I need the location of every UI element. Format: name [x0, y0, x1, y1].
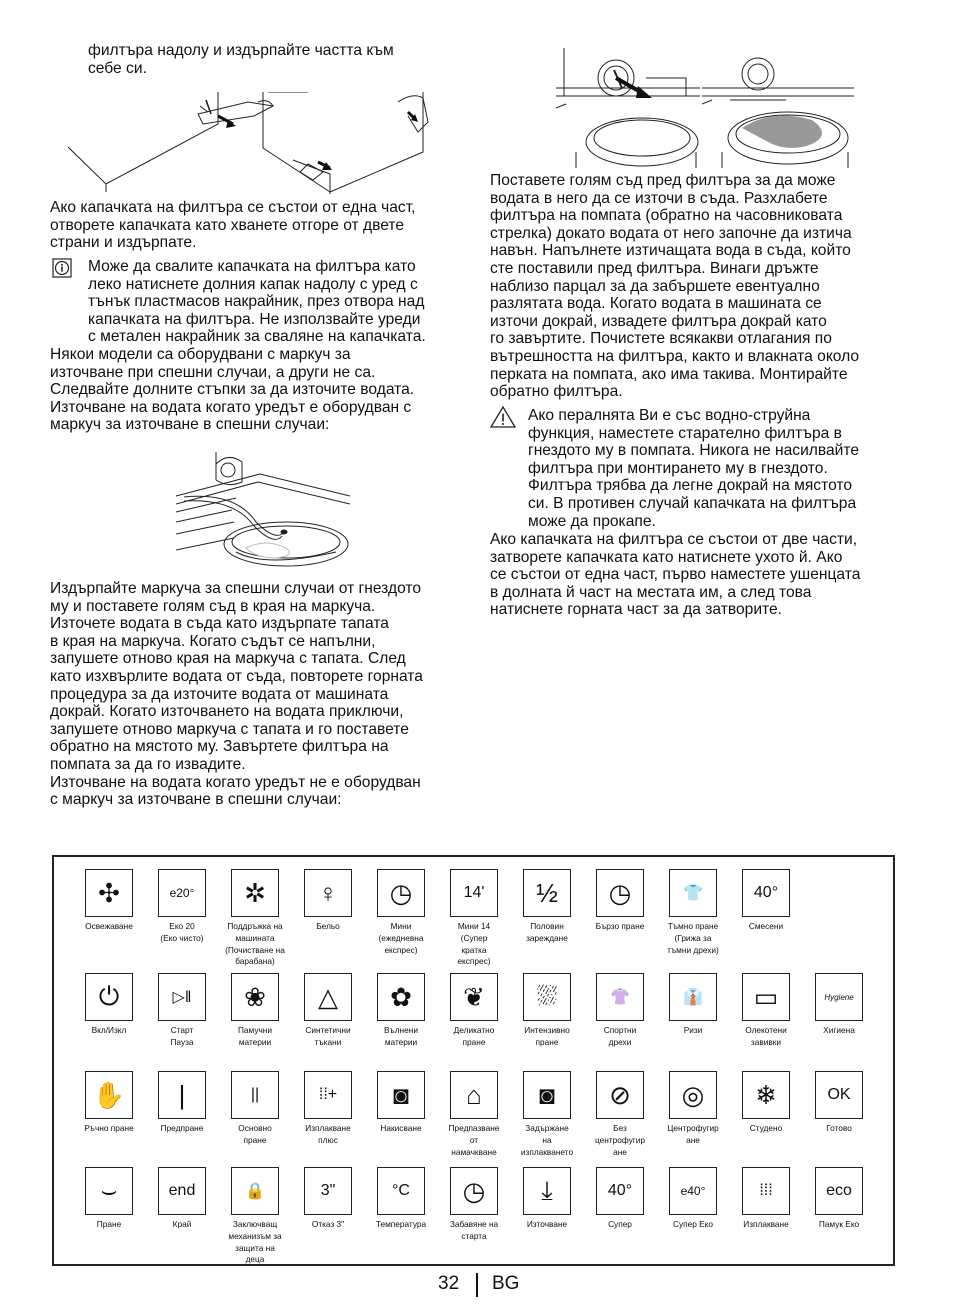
symbol-sport: [583, 973, 657, 1049]
symbol-glyph: ⊘: [609, 1079, 631, 1110]
symbol-label: Хигиена: [823, 1025, 855, 1035]
lingerie-icon: [304, 869, 352, 917]
symbol-label: Поддръжка на машината (Почистване на барабана): [225, 921, 285, 967]
symbol-label: Смесени: [748, 921, 784, 931]
handwash-icon: [85, 1071, 133, 1119]
symbol-countdown3: [291, 1167, 365, 1231]
symbol-child-lock: [218, 1167, 292, 1266]
end-icon: [158, 1167, 206, 1215]
symbol-mini14: [437, 869, 511, 968]
rinse-icon: [742, 1167, 790, 1215]
symbol-iron: [437, 1071, 511, 1158]
symbol-glyph: △: [318, 981, 338, 1012]
symbol-label: Температура: [375, 1219, 427, 1229]
symbol-dark-shirt: [656, 869, 730, 956]
filter-pump-illustration-1: [556, 48, 700, 168]
footer-divider: [476, 1273, 478, 1297]
symbol-glyph: Hygiene: [824, 992, 854, 1002]
eco20-icon: [158, 869, 206, 917]
symbol-delicate-feather: [437, 973, 511, 1049]
soak-icon: [377, 1071, 425, 1119]
symbol-glyph: ✲: [244, 877, 266, 908]
ok-icon: [815, 1071, 863, 1119]
symbol-glyph: ✣: [98, 877, 120, 908]
symbol-glyph: ||: [250, 1086, 260, 1103]
symbol-eco20: [145, 869, 219, 945]
symbol-glyph: ⛆: [536, 981, 558, 1011]
main-wash-icon: [231, 1071, 279, 1119]
mini14-icon: [450, 869, 498, 917]
symbol-label: Ризи: [683, 1025, 703, 1035]
symbol-intensive: [510, 973, 584, 1049]
symbol-shirt: [656, 973, 730, 1037]
cold-icon: [742, 1071, 790, 1119]
language-code: BG: [492, 1273, 520, 1294]
symbol-glyph: ⁞⁞⁞: [759, 1182, 773, 1199]
no-spin-icon: [596, 1071, 644, 1119]
synthetic-icon: [304, 973, 352, 1021]
sport-icon: [596, 973, 644, 1021]
left-paragraph-one-piece-cover: Ако капачката на филтъра се състои от една част, отворете капачката като хванете отгоре от двете страни и издърпате.: [50, 199, 416, 252]
program-symbols-legend: [52, 855, 895, 1266]
symbol-label: Предпазване от намачкване: [448, 1123, 500, 1157]
symbol-glyph: 40°: [753, 884, 779, 901]
symbol-label: Изплакване плюс: [305, 1123, 351, 1145]
start-pause-icon: [158, 973, 206, 1021]
iron-icon: [450, 1071, 498, 1119]
symbol-prewash: [145, 1071, 219, 1135]
symbol-glyph: ◷: [608, 877, 632, 908]
symbol-mini-clock: [364, 869, 438, 956]
symbol-label: Олекотени завивки: [745, 1025, 787, 1047]
symbol-glyph: 3": [320, 1182, 336, 1199]
symbol-quick-wash: [583, 869, 657, 933]
symbol-duvet: [729, 973, 803, 1049]
symbol-label: Интензивно пране: [524, 1025, 570, 1047]
symbol-label: Край: [172, 1219, 192, 1229]
info-note: Може да свалите капачката на филтъра като леко натиснете долния капак надолу с уред с тънък пластмасов накрайник, през отвора над капачката на филтъра. Не използвайте уреди с метален накрайник за сваляне на капачката.: [88, 258, 426, 346]
half-load-icon: [523, 869, 571, 917]
wool-icon: [377, 973, 425, 1021]
symbol-label: Основно пране: [238, 1123, 272, 1145]
intensive-icon: [523, 973, 571, 1021]
symbol-glyph: ▭: [753, 981, 779, 1012]
symbol-handwash: [72, 1071, 146, 1135]
symbol-glyph: ⌣: [100, 1175, 118, 1205]
symbol-label: Отказ 3": [311, 1219, 345, 1229]
symbol-label: Старт Пауза: [170, 1025, 194, 1047]
symbol-label: Еко 20 (Еко чисто): [160, 921, 204, 943]
symbol-drain: [510, 1167, 584, 1231]
cotton-eco-icon: [815, 1167, 863, 1215]
symbol-label: Центрофугир ане: [667, 1123, 719, 1145]
symbol-label: Без центрофугир ане: [594, 1123, 646, 1157]
symbol-ok: [802, 1071, 876, 1135]
symbol-super: [583, 1167, 657, 1231]
super-icon: [596, 1167, 644, 1215]
symbol-label: Ръчно пране: [84, 1123, 134, 1133]
warning-note: Ако пералнята Ви е със водно-струйна функция, наместете старателно филтъра в гнездото му в помпата. Никога не насилвайте филтъра при монтирането му в гнездото. Филтъра трябва да легне докрай на мястото си. В противен случай капачката на филтъра може да прокапе.: [528, 407, 860, 530]
symbol-drum-clean: [218, 869, 292, 968]
symbol-label: Задържане на изплакването: [520, 1123, 574, 1157]
symbol-no-spin: [583, 1071, 657, 1158]
symbol-label: Забавяне на старта: [449, 1219, 499, 1241]
symbol-spin: [656, 1071, 730, 1147]
symbol-start-pause: [145, 973, 219, 1049]
info-icon: [52, 258, 72, 278]
symbol-half-load: [510, 869, 584, 945]
symbol-glyph: ◷: [389, 877, 413, 908]
symbol-synthetic: [291, 973, 365, 1049]
symbol-label: Изплакване: [743, 1219, 789, 1229]
symbol-label: Предпране: [160, 1123, 204, 1133]
symbol-label: Накисване: [380, 1123, 422, 1133]
symbol-glyph: ❦: [463, 981, 485, 1012]
symbol-glyph: end: [168, 1182, 196, 1199]
symbol-label: Супер Еко: [672, 1219, 714, 1229]
symbol-rinse-plus: [291, 1071, 365, 1147]
symbol-glyph: ◷: [462, 1175, 486, 1206]
page-number: 32: [438, 1273, 460, 1294]
symbol-label: Вкл/Изкл: [91, 1025, 127, 1035]
symbol-glyph: 👕: [683, 885, 703, 902]
symbol-glyph: ✋: [92, 1079, 126, 1110]
symbol-hygiene: [802, 973, 876, 1037]
filter-pump-illustration-2: [702, 48, 854, 168]
symbol-glyph: ♀: [318, 877, 338, 908]
page-footer: [0, 1273, 954, 1299]
symbol-label: Мини 14 (Супер кратка експрес): [457, 921, 491, 967]
symbol-glyph: e20°: [169, 886, 195, 900]
symbol-glyph: e40°: [680, 1184, 706, 1198]
prewash-icon: [158, 1071, 206, 1119]
symbol-fan: [72, 869, 146, 933]
symbol-glyph: ⌂: [466, 1079, 482, 1110]
spin-icon: [669, 1071, 717, 1119]
countdown3-icon: [304, 1167, 352, 1215]
symbol-cotton: [218, 973, 292, 1049]
symbol-main-wash: [218, 1071, 292, 1147]
symbol-mixed-40: [729, 869, 803, 933]
symbol-label: Заключващ механизъм за защита на деца: [228, 1219, 282, 1265]
power-icon: [85, 973, 133, 1021]
symbol-label: Освежаване: [85, 921, 133, 931]
wash-icon: [85, 1167, 133, 1215]
symbol-wool: [364, 973, 438, 1049]
symbol-label: Бельо: [316, 921, 340, 931]
symbol-glyph: ½: [536, 877, 558, 908]
symbol-glyph: ▷‖: [172, 989, 192, 1006]
symbol-cold: [729, 1071, 803, 1135]
symbol-glyph: ❄: [755, 1079, 777, 1110]
symbol-glyph: 👔: [683, 989, 703, 1006]
symbol-glyph: ⤓: [541, 1175, 553, 1205]
mixed-40-icon: [742, 869, 790, 917]
duvet-icon: [742, 973, 790, 1021]
symbol-delay-start: [437, 1167, 511, 1243]
right-paragraph-drain-filter: Поставете голям съд пред филтъра за да може водата в него да се източи в съда. Разхлабете филтъра на помпата (обратно на часовниковата стрелка) докато водата от него започне да изтича навън. Напълнете изтичащата вода в съда, който сте поставили пред филтъра. Винаги дръжте наблизо парцал за да забършете евентуално разлятата вода. Когато водата в машината се източи докрай, извадете филтъра докрай като го завъртите. Почистете всякакви отлагания по вътрешността на филтъра, както и влакната около перката на помпата, ако има такива. Монтирайте обратно филтъра.: [490, 172, 860, 401]
child-lock-icon: [231, 1167, 279, 1215]
hygiene-icon: [815, 973, 863, 1021]
symbol-label: Източване: [526, 1219, 568, 1229]
symbol-super-eco: [656, 1167, 730, 1231]
symbol-glyph: 14': [463, 884, 485, 901]
symbol-label: Вълнени материи: [384, 1025, 418, 1047]
symbol-glyph: ✿: [390, 981, 412, 1012]
left-text-top: филтъра надолу и издърпайте частта към себе си.: [88, 42, 394, 77]
symbol-temperature: [364, 1167, 438, 1231]
symbol-power: [72, 973, 146, 1037]
delicate-feather-icon: [450, 973, 498, 1021]
symbol-wash: [72, 1167, 146, 1231]
super-eco-icon: [669, 1167, 717, 1215]
symbol-rinse: [729, 1167, 803, 1231]
symbol-end: [145, 1167, 219, 1231]
fan-icon: [85, 869, 133, 917]
symbol-glyph: 👚: [610, 989, 630, 1006]
left-paragraph-drain-hose-steps: Издърпайте маркуча за спешни случаи от гнездото му и поставете голям съд в края на маркуча. Източете водата в съда като издърпате тапата в края на маркуча. Когато съдът се напълни, запушете отново края на маркуча с тапата. След като изхвърлите водата от съда, повторете горната процедура за да източите водата от машината докрай. Когато източването на водата приключи, запушете отново маркуча с тапата и го поставете обратно на мястото му. Завъртете филтъра на помпата за да го извадите. Източване на водата когато уредът не е оборудван с маркуч за източване в спешни случаи:: [50, 580, 423, 809]
quick-wash-icon: [596, 869, 644, 917]
cotton-icon: [231, 973, 279, 1021]
symbol-label: Половин зареждане: [526, 921, 568, 943]
symbol-label: Синтетични тъкани: [305, 1025, 351, 1047]
symbol-label: Спортни дрехи: [603, 1025, 637, 1047]
symbol-label: Мини (ежедневна експрес): [378, 921, 424, 955]
symbol-label: Памук Еко: [818, 1219, 860, 1229]
drum-clean-icon: [231, 869, 279, 917]
symbol-label: Супер: [608, 1219, 632, 1229]
symbol-label: Памучни материи: [237, 1025, 273, 1047]
symbol-glyph: °C: [392, 1182, 410, 1199]
symbol-glyph: ◙: [539, 1079, 555, 1110]
right-paragraph-close-cover: Ако капачката на филтъра се състои от две части, затворете капачката като натиснете ухото й. Ако се състои от една част, първо наместете ушенцата в долната й част на местата им, а след това натиснете горната част за да затворите.: [490, 531, 861, 619]
symbol-glyph: eco: [826, 1182, 852, 1199]
symbol-label: Готово: [826, 1123, 852, 1133]
symbol-glyph: ⁞⁞+: [318, 1086, 338, 1103]
symbol-glyph: ◙: [393, 1079, 409, 1110]
symbol-glyph: ⏻: [98, 981, 120, 1011]
symbol-cotton-eco: [802, 1167, 876, 1231]
symbol-glyph: 40°: [607, 1182, 633, 1199]
symbol-label: Тъмно пране (Грижа за тъмни дрехи): [667, 921, 719, 955]
emergency-hose-illustration: [176, 452, 350, 570]
rinse-hold-icon: [523, 1071, 571, 1119]
symbol-glyph: ◎: [681, 1079, 705, 1110]
left-paragraph-emergency-hose: Някои модели са оборудвани с маркуч за източване при спешни случаи, а други не са. Следвайте долните стъпки за да източите водата. Източване на водата когато уредът е оборудван с маркуч за източване в спешни случаи:: [50, 346, 415, 434]
dark-shirt-icon: [669, 869, 717, 917]
drain-icon: [523, 1167, 571, 1215]
symbol-glyph: 🔒: [245, 1183, 265, 1200]
symbol-lingerie: [291, 869, 365, 933]
symbol-label: Бързо пране: [595, 921, 645, 931]
symbol-soak: [364, 1071, 438, 1135]
mini-clock-icon: [377, 869, 425, 917]
rinse-plus-icon: [304, 1071, 352, 1119]
symbol-label: Пране: [96, 1219, 122, 1229]
temperature-icon: [377, 1167, 425, 1215]
filter-cover-illustration: [68, 92, 438, 194]
symbol-glyph: OK: [827, 1086, 851, 1103]
delay-start-icon: [450, 1167, 498, 1215]
warning-icon: [490, 406, 516, 428]
symbol-glyph: |: [178, 1079, 186, 1110]
symbol-rinse-hold: [510, 1071, 584, 1158]
symbol-label: Деликатно пране: [453, 1025, 495, 1047]
symbol-label: Студено: [749, 1123, 783, 1133]
shirt-icon: [669, 973, 717, 1021]
symbol-glyph: ❀: [244, 981, 266, 1012]
